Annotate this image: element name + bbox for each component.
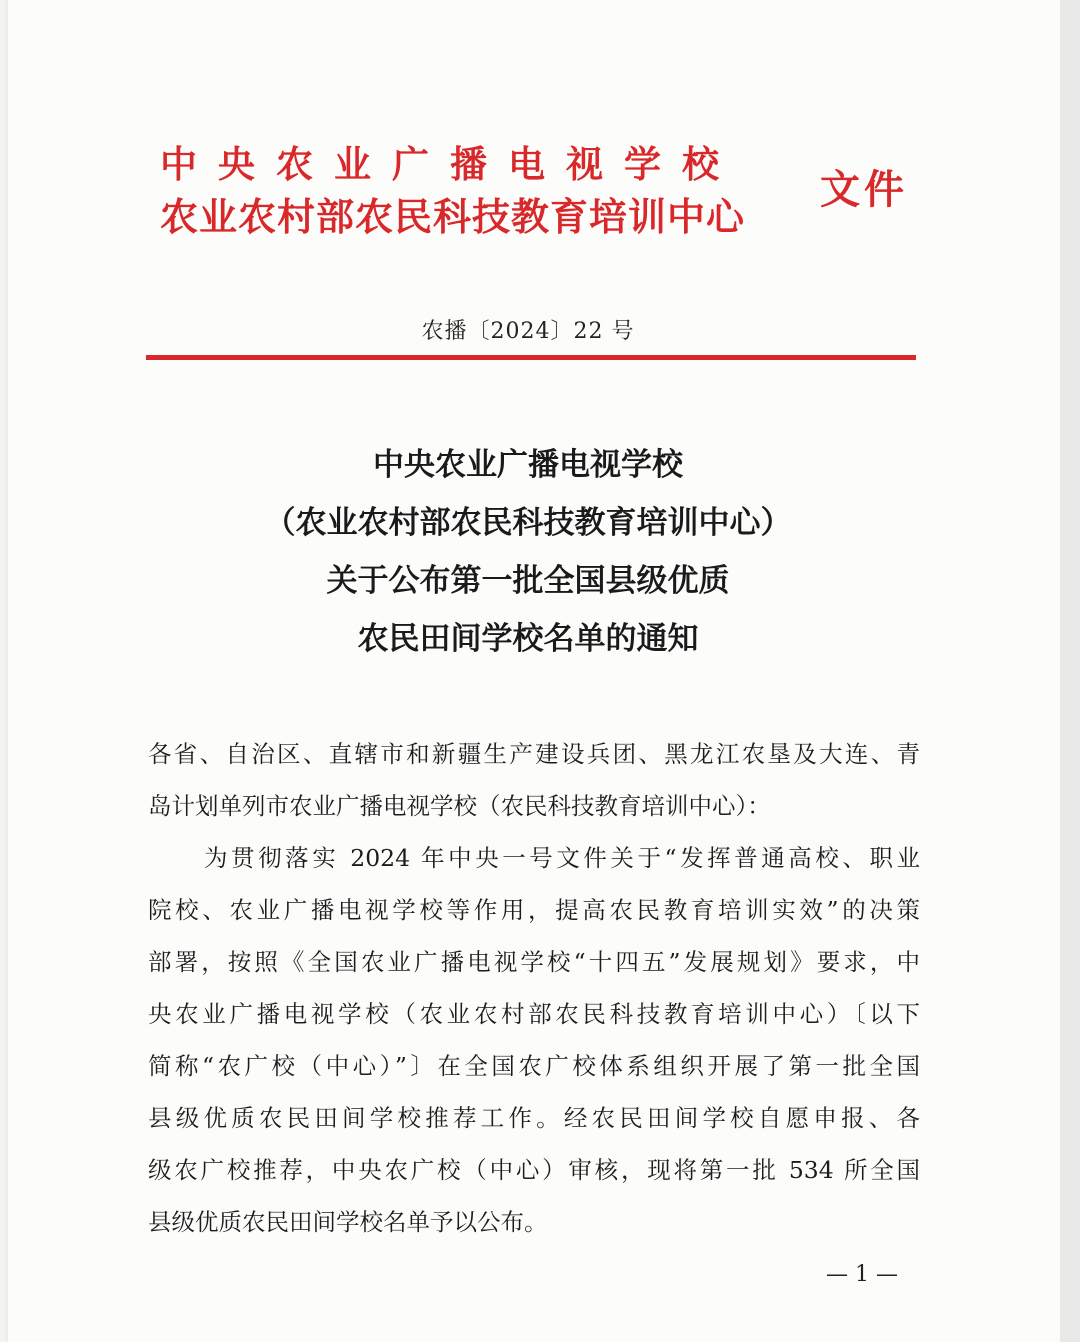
header-doc-type: 文件 (820, 167, 908, 213)
header-org-line-2: 农业农村部农民科技教育培训中心 (160, 195, 746, 239)
body-line-paragraph: 简称“农广校（中心）”〕在全国农广校体系组织开展了第一批全国 (148, 1052, 920, 1080)
title-line: 中央农业广播电视学校 (373, 447, 683, 483)
body-line-paragraph: 县级优质农民田间学校推荐工作。经农民田间学校自愿申报、各 (148, 1104, 920, 1132)
body-line-addressee: 岛计划单列市农业广播电视学校（农民科技教育培训中心）： (148, 792, 771, 820)
body-line-paragraph: 为贯彻落实 2024 年中央一号文件关于“发挥普通高校、职业 (204, 844, 920, 872)
header-org-line-1: 中央农业广播电视学校 (160, 143, 740, 186)
body-line-paragraph: 院校、农业广播电视学校等作用，提高农民教育培训实效”的决策 (148, 896, 920, 924)
document-title (8, 436, 1048, 668)
document-number: 农播〔2024〕22 号 (421, 319, 635, 344)
body-line-paragraph: 央农业广播电视学校（农业农村部农民科技教育培训中心）〔以下 (148, 1000, 920, 1028)
document-page (8, 0, 1060, 1342)
page-edge (1060, 0, 1080, 1342)
body-line-paragraph: 部署，按照《全国农业广播电视学校“十四五”发展规划》要求，中 (148, 948, 920, 976)
body-line-paragraph: 县级优质农民田间学校名单予以公布。 (148, 1208, 548, 1236)
page-number: — 1 — (826, 1262, 898, 1287)
body-line-addressee: 各省、自治区、直辖市和新疆生产建设兵团、黑龙江农垦及大连、青 (148, 740, 920, 768)
title-line: （农业农村部农民科技教育培训中心） (264, 505, 792, 541)
document-body (148, 728, 920, 1248)
title-line: 关于公布第一批全国县级优质 (326, 563, 730, 599)
body-line-paragraph: 级农广校推荐，中央农广校（中心）审核，现将第一批 534 所全国 (148, 1156, 920, 1184)
title-line: 农民田间学校名单的通知 (357, 621, 699, 657)
document-header (160, 140, 908, 250)
red-divider-rule (146, 355, 916, 360)
